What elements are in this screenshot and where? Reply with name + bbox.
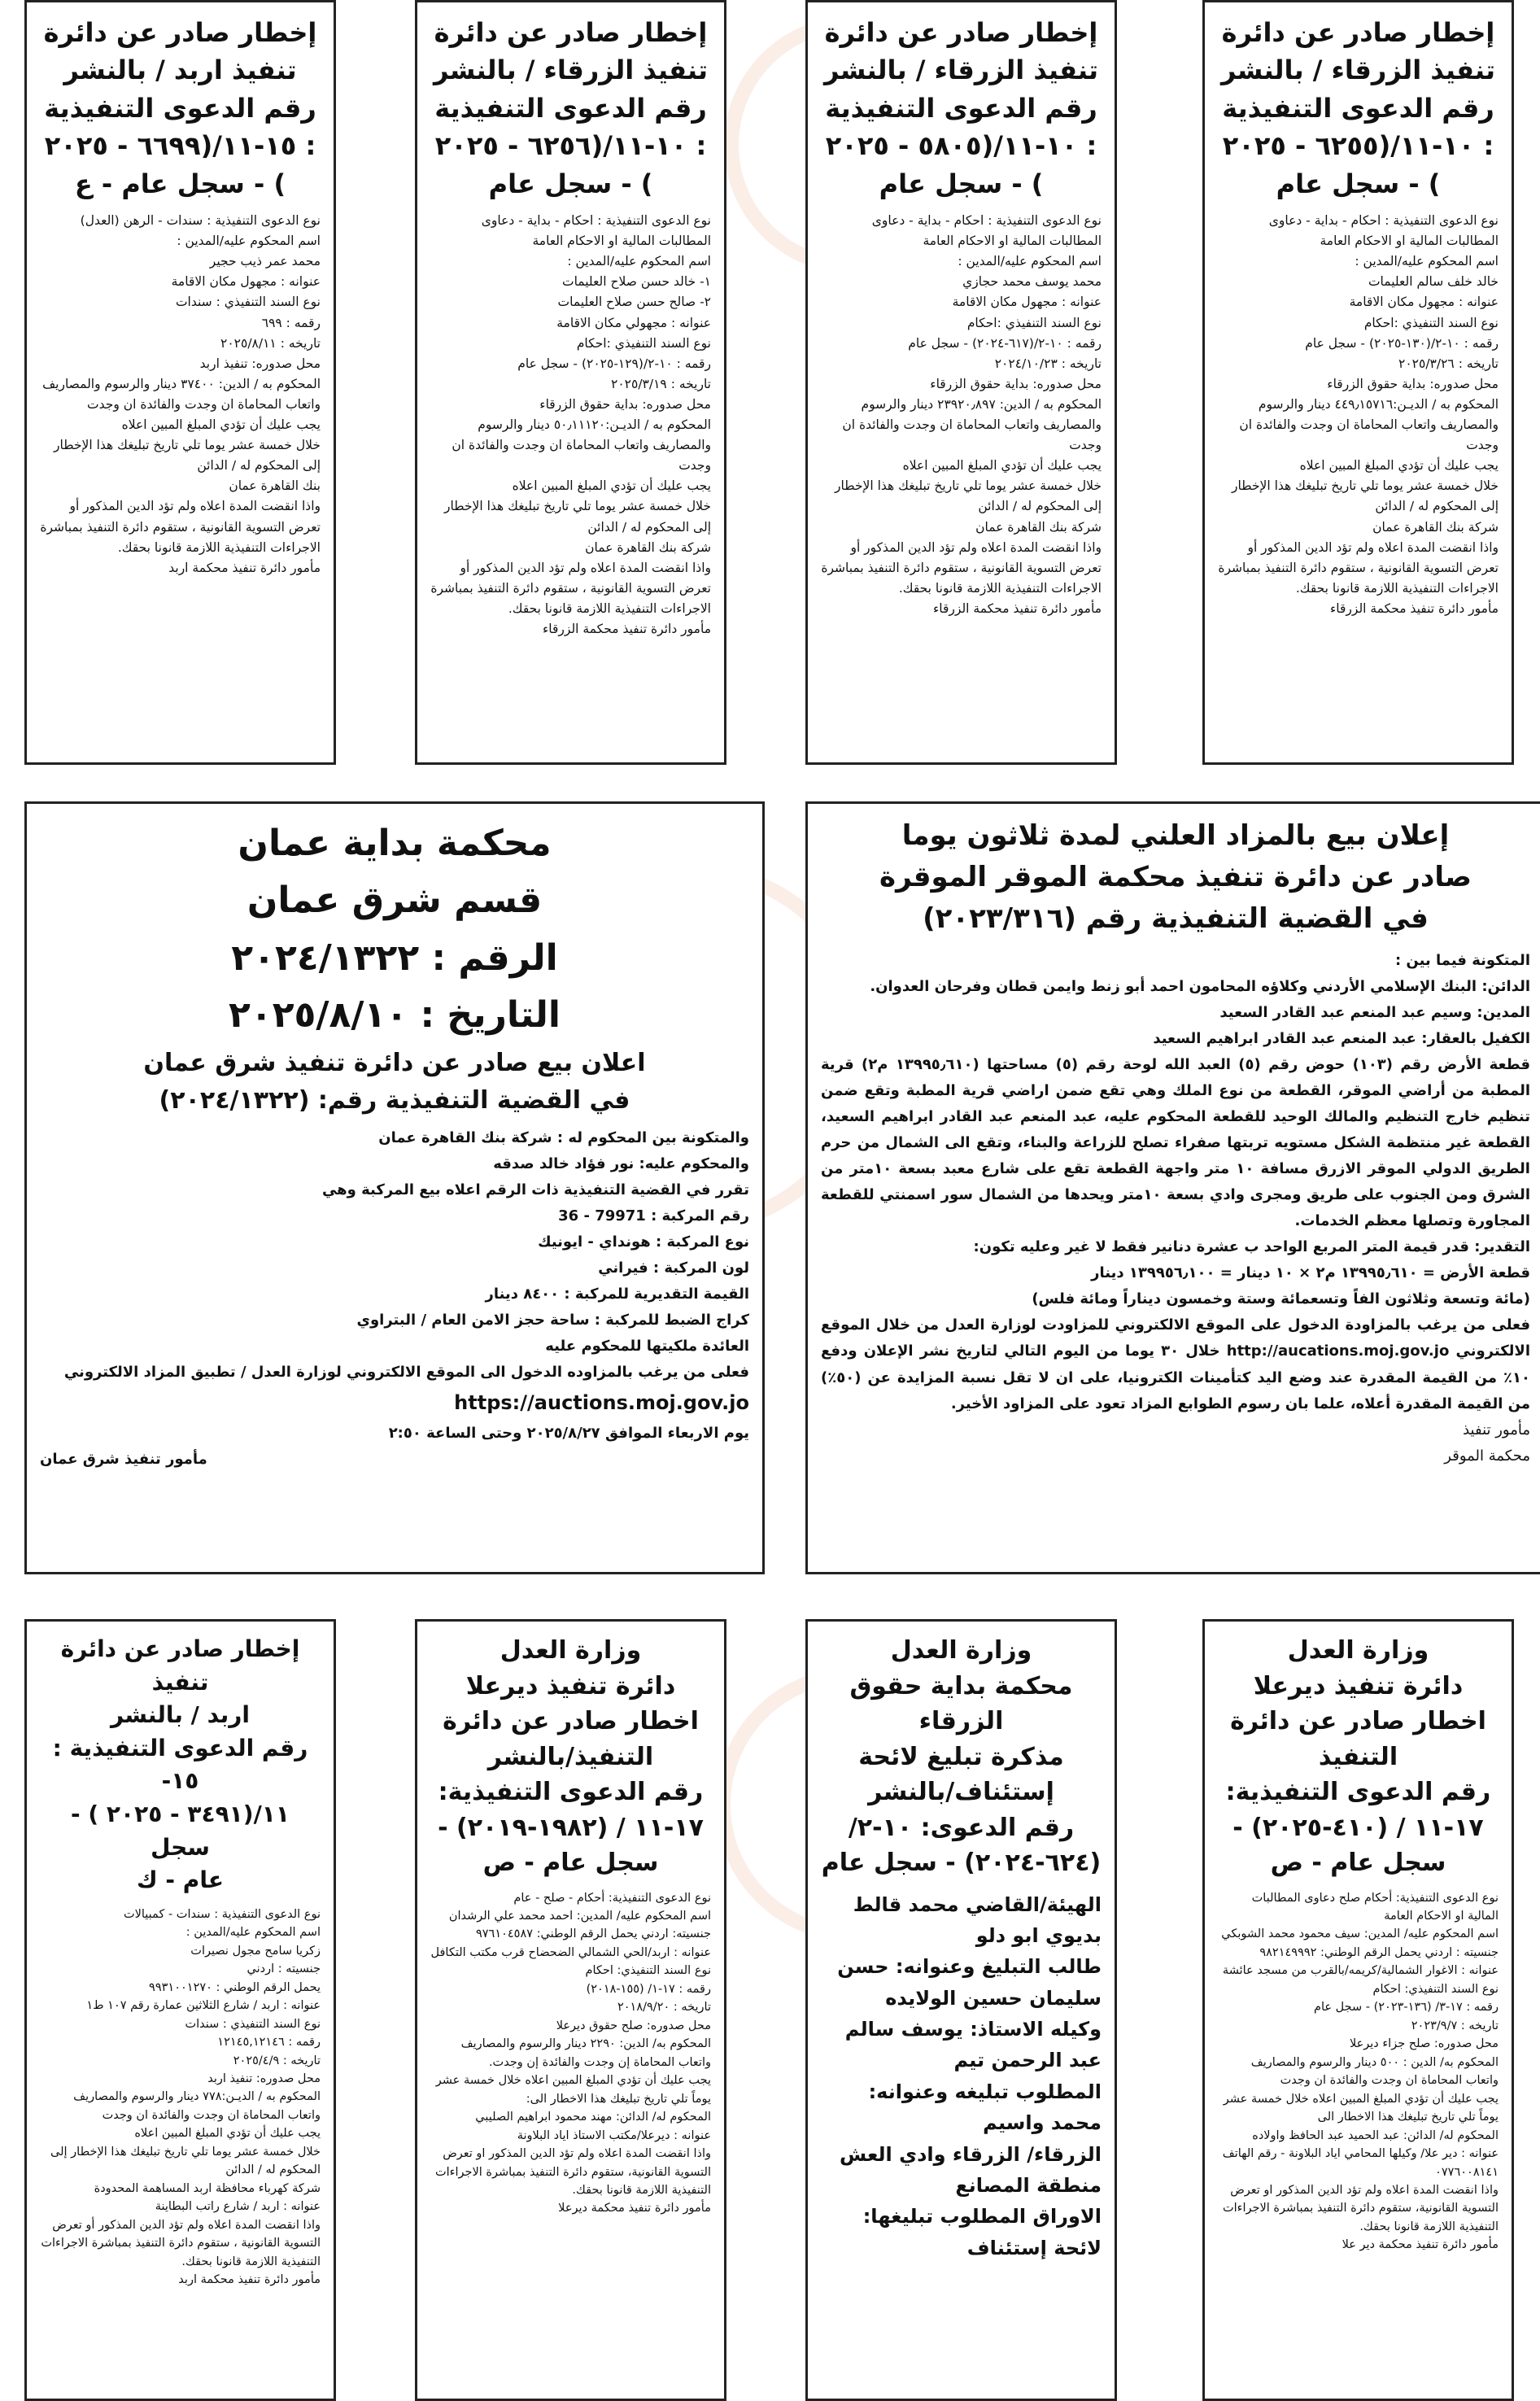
notice-body: الهيئة/القاضي محمد قالط بديوي ابو دلو طالب التبليغ وعنوانه: حسن سليمان حسين الولايده وكيله الاستاذ: يوسف سالم عبد الرحمن تيم المطلوب تبليغه وعنوانه: محمد واسيم الزرقاء/ الزرقاء وادي العش منطقة المصانع الاوراق المطلوب تبليغها: لائحة إستئناف (837, 1892, 1102, 2259)
auction-heading: إعلان بيع بالمزاد العلني لمدة ثلاثون يوما صادر عن دائرة تنفيذ محكمة الموقر الموقرة في القضية التنفيذية رقم (٢٠٢٣/٣١٦) (879, 819, 1472, 935)
sale-title: اعلان بيع صادر عن دائرة تنفيذ شرق عمان (143, 1048, 646, 1077)
notice-zarqa-6255 (1202, 0, 1514, 765)
auction-notice-mowaqqar (805, 801, 1540, 1574)
notice-body: نوع الدعوى التنفيذية: أحكام - صلح - عام اسم المحكوم عليه/ المدين: احمد محمد علي الرشدان جنسيته: اردني يحمل الرقم الوطني: ٩٧٦١٠٤٥٨٧ عنوانه : اربد/الحي الشمالي الضحضاح قرب مكتب التكافل نوع السند التنفيذي: احكام رقمه : ١٧-١/ (١٥٥-٢٠١٨) تاريخه : ٢٠١٨/٩/٢٠ محل صدوره: صلح حقوق ديرعلا المحكوم به/ الدين: ٢٢٩٠ دينار والرسوم والمصاريف واتعاب المحاماة إن وجدت والفائدة إن وجدت. يجب عليك أن تؤدي المبلغ المبين اعلاه خلال خمسة عشر يوماً تلي تاريخ تبليغك هذا الاخطار الى: المحكوم له/ الدائن: مهند محمود ابراهيم الصليبي عنوانه : ديرعلا/مكتب الاستاذ اياد البلاونة واذا انقضت المدة اعلاه ولم تؤد الدين المذكور او تعرض التسوية القانونية، ستقوم دائرة التنفيذ بمباشرة الاجراءات التنفيذية اللازمة قانونا بحقك. مأمور دائرة تنفيذ محكمة ديرعلا (430, 1891, 711, 2215)
notice-body: نوع الدعوى التنفيذية: أحكام صلح دعاوى المطالبات المالية او الاحكام العامة اسم المحكوم عليه/ المدين: سيف محمود محمد الشوبكي جنسيته : اردني يحمل الرقم الوطني: ٩٨٢١٤٩٩٩٢ عنوانه : الاغوار الشمالية/كريمه/بالقرب من مسجد عائشة نوع السند التنفيذي: احكام رقمه : ١٧-٣/ (١٣٦-٢٠٢٣) - سجل عام تاريخه : ٢٠٢٣/٩/٧ محل صدوره: صلح جزاء ديرعلا المحكوم به/ الدين : ٥٠٠ دينار والرسوم والمصاريف واتعاب المحاماة ان وجدت والفائدة ان وجدت يجب عليك أن تؤدي المبلغ المبين اعلاه خلال خمسة عشر يوماً تلي تاريخ تبليغك هذا الاخطار الى المحكوم له/ الدائن: عبد الحميد عبد الحافظ واولاده عنوانه : دير علا/ وكيلها المحامي اياد البلاونة - رقم الهاتف ٠٧٧٦٠٠٨١٤١ واذا انقضت المدة اعلاه ولم تؤد الدين المذكور او تعرض التسوية القانونية، ستقوم دائرة التنفيذ بمباشرة الاجراءات التنفيذية اللازمة قانونا بحقك. مأمور دائرة تنفيذ محكمة دير علا (1221, 1891, 1499, 2252)
notice-heading: إخطار صادر عن دائرة تنفيذ الزرقاء / بالنشر رقم الدعوى التنفيذية : ١٠-١١/(٥٨٠٥ - ٢٠٢٥ ) - سجل عام (824, 17, 1098, 199)
notice-zarqa-6256 (415, 0, 726, 765)
notice-deir-alla-410 (1202, 1619, 1514, 2401)
auction-url[interactable]: https://auctions.moj.gov.jo (454, 1390, 749, 1414)
notice-irbid-6699 (24, 0, 336, 765)
case-number: الرقم : ٢٠٢٤/١٣٢٢ (231, 936, 558, 979)
notice-body: نوع الدعوى التنفيذية : سندات - الرهن (العدل) اسم المحكوم عليه/المدين : محمد عمر ذيب حجير عنوانه : مجهول مكان الاقامة نوع السند التنفيذي : سندات رقمه : ٦٩٩ تاريخه : ٢٠٢٥/٨/١١ محل صدوره: تنفيذ اربد المحكوم به / الدين: ٣٧٤٠٠ دينار والرسوم والمصاريف واتعاب المحاماة ان وجدت والفائدة ان وجدت يجب عليك أن تؤدي المبلغ المبين اعلاه خلال خمسة عشر يوما تلي تاريخ تبليغك هذا الإخطار إلى المحكوم له / الدائن بنك القاهرة عمان واذا انقضت المدة اعلاه ولم تؤد الدين المذكور أو تعرض التسوية القانونية ، ستقوم دائرة التنفيذ بمباشرة الاجراءات التنفيذية اللازمة قانونا بحقك. مأمور دائرة تنفيذ محكمة اربد (40, 212, 321, 575)
auction-notice-east-amman (24, 801, 765, 1574)
notice-body: نوع الدعوى التنفيذية : احكام - بداية - دعاوى المطالبات المالية او الاحكام العامة اسم المحكوم عليه/المدين : ١- خالد حسن صلاح العليمات ٢- صالح حسن صلاح العليمات عنوانه : مجهولي مكان الاقامة نوع السند التنفيذي :احكام رقمه : ١٠-٢/(١٢٩-٢٠٢٥) - سجل عام تاريخه : ٢٠٢٥/٣/١٩ محل صدوره: بداية حقوق الزرقاء المحكوم به / الديـن:٥٠٫١١١٢٠ دينار والرسوم والمصاريف واتعاب المحاماة ان وجدت والفائدة ان وجدت يجب عليك أن تؤدي المبلغ المبين اعلاه خلال خمسة عشر يوما تلي تاريخ تبليغك هذا الإخطار إلى المحكوم له / الدائن شركة بنك القاهرة عمان واذا انقضت المدة اعلاه ولم تؤد الدين المذكور أو تعرض التسوية القانونية ، ستقوم دائرة التنفيذ بمباشرة الاجراءات التنفيذية اللازمة قانونا بحقك. مأمور دائرة تنفيذ محكمة الزرقاء (430, 212, 711, 637)
notice-body: نوع الدعوى التنفيذية : احكام - بداية - دعاوى المطالبات المالية او الاحكام العامة اسم المحكوم عليه/المدين : محمد يوسف محمد حجازي عنوانه : مجهول مكان الاقامة نوع السند التنفيذي :احكام رقمه : ١٠-٢/(٦١٧-٢٠٢٤) - سجل عام تاريخه : ٢٠٢٤/١٠/٢٣ محل صدوره: بداية حقوق الزرقاء المحكوم به / الدين: ٢٣٩٢٠٫٨٩٧ دينار والرسوم والمصاريف واتعاب المحاماة ان وجدت والفائدة ان وجدت يجب عليك أن تؤدي المبلغ المبين اعلاه خلال خمسة عشر يوما تلي تاريخ تبليغك هذا الإخطار إلى المحكوم له / الدائن شركة بنك القاهرة عمان واذا انقضت المدة اعلاه ولم تؤد الدين المذكور أو تعرض التسوية القانونية ، ستقوم دائرة التنفيذ بمباشرة الاجراءات التنفيذية اللازمة قانونا بحقك. مأمور دائرة تنفيذ محكمة الزرقاء (821, 212, 1102, 617)
sale-body: والمتكونة بين المحكوم له : شركة بنك القاهرة عمان والمحكوم عليه: نور فؤاد خالد صدقه تقرر في القضية التنفيذية ذات الرقم اعلاه بيع المركبة وهي رقم المركبة : 79971 - 36 نوع المركبة : هونداي - ايونيك لون المركبة : فيراني القيمة التقديرية للمركبة : ٨٤٠٠ دينار كراج الضبط للمركبة : ساحة حجز الامن العام / البتراوي العائدة ملكيتها للمحكوم عليه فعلى من يرغب بالمزاوده الدخول الى الموقع الالكتروني لوزارة العدل / تطبيق المزاد الالكتروني https://auctions.moj.gov.jo يوم الاربعاء الموافق ٢٠٢٥/٨/٢٧ وحتى الساعة ٢:٥٠ مأمور تنفيذ شرق عمان (40, 1128, 749, 1468)
notice-zarqa-appeal-624 (805, 1619, 1117, 2401)
notice-heading: إخطار صادر عن دائرة تنفيذ الزرقاء / بالنشر رقم الدعوى التنفيذية : ١٠-١١/(٦٢٥٥ - ٢٠٢٥ ) - سجل عام (1221, 17, 1495, 199)
notice-heading: وزارة العدل دائرة تنفيذ ديرعلا اخطار صادر عن دائرة التنفيذ/بالنشر رقم الدعوى التنفيذية: ١٧-١١ / (١٩٨٢-٢٠١٩) - سجل عام - ص (438, 1636, 704, 1877)
sale-case: في القضية التنفيذية رقم: (٢٠٢٤/١٣٢٢) (159, 1086, 630, 1115)
notice-zarqa-5805 (805, 0, 1117, 765)
notice-irbid-3491 (24, 1619, 336, 2401)
notice-heading: إخطار صادر عن دائرة تنفيذ اربد / بالنشر رقم الدعوى التنفيذية : ١٥- ١١/(٣٤٩١ - ٢٠٢٥ ) - سجل عام - ك (52, 1635, 308, 1894)
notice-heading: إخطار صادر عن دائرة تنفيذ اربد / بالنشر رقم الدعوى التنفيذية : ١٥-١١/(٦٦٩٩ - ٢٠٢٥ ) - سجل عام - ع (43, 17, 317, 199)
auction-body: المتكونة فيما بين : الدائن: البنك الإسلامي الأردني وكلاؤه المحامون احمد أبو زنط وايمن قطان وفرحان العدوان. المدين: وسيم عبد المنعم عبد القادر السعيد الكفيل بالعقار: عبد المنعم عبد القادر ابراهيم السعيد قطعة الأرض رقم (١٠٣) حوض رقم (٥) العبد الله لوحة رقم (٥) مساحتها (١٣٩٩٥٫٦١٠ م٢) قرية المطبة من أراضي الموقر، القطعة من نوع الملك وهي تقع ضمن اراضي قرية المطبة وتقع ضمن تنظيم خارج التنظيم والمالك الوحيد للقطعة المحكوم عليه، عبد المنعم عبد القادر ابراهيم السعيد، القطعة غير منتظمة الشكل مستويه تربتها صفراء تصلح للزراعة والبناء، وتقع الى الشمال من حرم الطريق الدولي الموقر الازرق مسافة ١٠ متر واجهة القطعة تقع على شارع معبد بسعة ١٠متر من الشرق ومن الجنوب على طريق ومجرى وادي بسعة ١٠متر ويحدها من الشمال سور اسمنتي للقطعة المجاورة وتصلها معظم الخدمات. التقدير: قدر قيمة المتر المربع الواحد ب عشرة دنانير فقط لا غير وعليه تكون: قطعة الأرض = ١٣٩٩٥٫٦١٠ م٢ × ١٠ دينار = ١٣٩٩٥٦٫١٠٠ دينار (مائة وتسعة وثلاثون الفاً وتسعمائة وستة وخمسون ديناراً ومائة فلس) فعلى من يرغب بالمزاودة الدخول على الموقع الالكتروني للمزاودت لوزارة العدل من خلال الموقع الالكتروني http://aucations.moj.gov.jo خلال ٣٠ يوما من اليوم التالي لتاريخ نشر الإعلان ودفع ١٠٪ من القيمة المقدرة عند وضع اليد كتأمينات الكترونيا، على ان لا تقل نسبة المزايدة عن (٥٠٪) من القيمة المقدرة أعلاه، علما بان رسوم الطوابع المزاد تعود على المزاود الأخير. مأمور تنفيذ محكمة الموقر (821, 952, 1530, 1465)
notice-heading: وزارة العدل محكمة بداية حقوق الزرقاء مذكرة تبليغ لائحة إستئناف/بالنشر رقم الدعوى: ١٠-٢/ (٦٢٤-٢٠٢٤) - سجل عام (821, 1636, 1102, 1877)
notice-heading: إخطار صادر عن دائرة تنفيذ الزرقاء / بالنشر رقم الدعوى التنفيذية : ١٠-١١/(٦٢٥٦ - ٢٠٢٥ ) - سجل عام (434, 17, 708, 199)
court-division: قسم شرق عمان (246, 880, 543, 922)
notice-body: نوع الدعوى التنفيذية : سندات - كمبيالات اسم المحكوم عليه/المدين : زكريا سامح مجول نصيرات جنسيته : اردني يحمل الرقم الوطني : ٩٩٣١٠٠١٢٧٠ عنوانه : اربد / شارع الثلاثين عمارة رقم ١٠٧ ط١ نوع السند التنفيذي : سندات رقمه : ١٢١٤٥,١٢١٤٦ تاريخه : ٢٠٢٥/٤/٩ محل صدوره: تنفيذ اربد المحكوم به / الديـن:٧٧٨ دينار والرسوم والمصاريف واتعاب المحاماة ان وجدت والفائدة ان وجدت يجب عليك أن تؤدي المبلغ المبين اعلاه خلال خمسة عشر يوما تلي تاريخ تبليغك هذا الإخطار إلى المحكوم له / الدائن شركة كهرباء محافظة اربد المساهمة المحدودة عنوانه : اربد / شارع راتب البطاينة واذا انقضت المدة اعلاه ولم تؤد الدين المذكور أو تعرض التسوية القانونية ، ستقوم دائرة التنفيذ بمباشرة الاجراءات التنفيذية اللازمة قانونا بحقك. مأمور دائرة تنفيذ محكمة اربد (41, 1907, 321, 2287)
case-date: التاريخ : ٢٠٢٥/٨/١٠ (228, 994, 561, 1037)
notice-heading: وزارة العدل دائرة تنفيذ ديرعلا اخطار صادر عن دائرة التنفيذ رقم الدعوى التنفيذية: ١٧-١١ / (٤١٠-٢٠٢٥) - سجل عام - ص (1225, 1636, 1491, 1877)
notice-body: نوع الدعوى التنفيذية : احكام - بداية - دعاوى المطالبات المالية او الاحكام العامة اسم المحكوم عليه/المدين : خالد خلف سالم العليمات عنوانه : مجهول مكان الاقامة نوع السند التنفيذي :احكام رقمه : ١٠-٢/(١٣٠-٢٠٢٥) - سجل عام تاريخه : ٢٠٢٥/٣/٢٦ محل صدوره: بداية حقوق الزرقاء المحكوم به / الديـن:٤٤٩٫١٥٧١٦ دينار والرسوم والمصاريف واتعاب المحاماة ان وجدت والفائدة ان وجدت يجب عليك أن تؤدي المبلغ المبين اعلاه خلال خمسة عشر يوما تلي تاريخ تبليغك هذا الإخطار إلى المحكوم له / الدائن شركة بنك القاهرة عمان واذا انقضت المدة اعلاه ولم تؤد الدين المذكور أو تعرض التسوية القانونية ، ستقوم دائرة التنفيذ بمباشرة الاجراءات التنفيذية اللازمة قانونا بحقك. مأمور دائرة تنفيذ محكمة الزرقاء (1218, 212, 1499, 617)
court-name: محكمة بداية عمان (238, 823, 552, 864)
notice-deir-alla-1982 (415, 1619, 726, 2401)
